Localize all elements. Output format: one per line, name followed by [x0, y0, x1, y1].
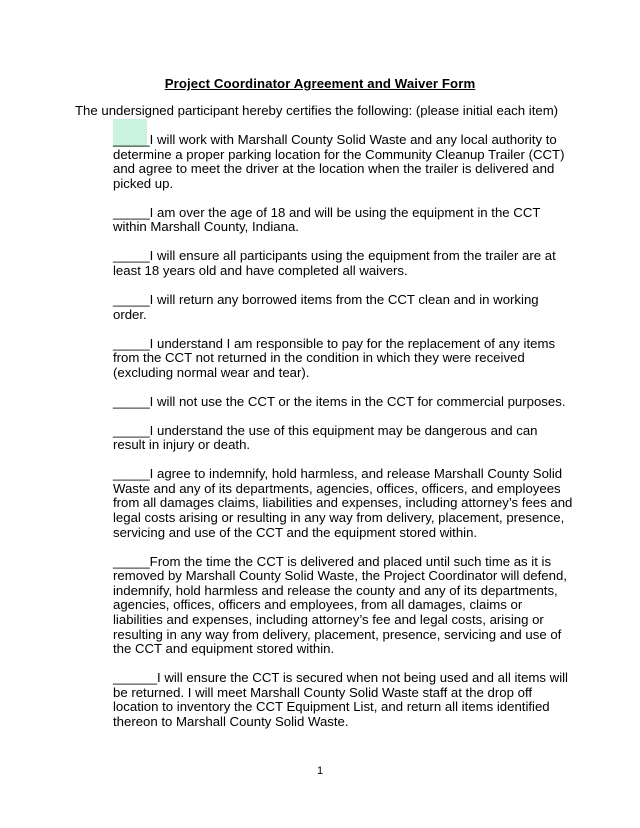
initial-blank[interactable]: _____: [113, 335, 150, 351]
initial-blank[interactable]: _____: [113, 248, 150, 264]
document-title: Project Coordinator Agreement and Waiver Form: [164, 76, 476, 91]
item-text: I will ensure the CCT is secured when not being used and all items will be returned. I will meet Marshall County Solid Waste staff at the drop off location to inventory the CCT Equipment List, and return all items identified thereon to Marshall County Solid Waste.: [113, 670, 568, 729]
item-text: I will work with Marshall County Solid Waste and any local authority to determine a proper parking location for the Community Cleanup Trailer (CCT) and agree to meet the driver at the location when the trailer is delivered and picked up.: [113, 132, 565, 191]
initial-blank[interactable]: _____: [113, 422, 150, 438]
initial-blank[interactable]: ______: [113, 670, 158, 686]
initial-item: [113, 467, 573, 540]
item-text: I will not use the CCT or the items in the CCT for commercial purposes.: [149, 393, 566, 409]
initial-item: [113, 395, 573, 410]
item-text: From the time the CCT is delivered and placed until such time as it is removed by Marshall County Solid Waste, the Project Coordinator will defend, indemnify, hold harmless and release the county and any of its departments, agencies, offices, officers and employees, from all damages, claims or liabilities and expenses, including attorney’s fee and legal costs, arising or resulting in any way from delivery, placement, presence, servicing and use of the CCT and equipment stored within.: [113, 553, 567, 657]
initial-item: [113, 671, 573, 729]
initial-blank[interactable]: _____: [113, 393, 150, 409]
initial-items-list: [113, 133, 573, 744]
initial-item: [113, 337, 573, 381]
page-number: 1: [316, 765, 324, 777]
item-text: I will return any borrowed items from the CCT clean and in working order.: [113, 291, 539, 322]
initial-item: [113, 206, 573, 235]
initial-item: [113, 555, 573, 657]
initial-blank[interactable]: _____: [113, 553, 150, 569]
initial-item: [113, 424, 573, 453]
initial-item: [113, 293, 573, 322]
initial-blank[interactable]: _____: [113, 291, 150, 307]
item-text: I will ensure all participants using the equipment from the trailer are at least 18 years old and have completed all waivers.: [113, 248, 556, 278]
intro-paragraph: The undersigned participant hereby certifies the following: (please initial each item): [75, 103, 559, 118]
item-text: I understand the use of this equipment may be dangerous and can result in injury or death.: [113, 422, 538, 453]
initial-blank[interactable]: _____: [113, 466, 150, 482]
initial-item: [113, 249, 573, 278]
initial-blank[interactable]: _____: [113, 132, 150, 147]
item-text: I agree to indemnify, hold harmless, and release Marshall County Solid Waste and any of its departments, agencies, offices, officers, and employees from all damages claims, liabilities and expenses, including attorney’s fees and legal costs arising or resulting in any way from delivery, placement, presence, servicing and use of the CCT and the equipment stored within.: [113, 466, 573, 540]
item-text: I am over the age of 18 and will be using the equipment in the CCT within Marshall County, Indiana.: [113, 204, 541, 235]
initial-blank[interactable]: _____: [113, 204, 150, 220]
item-text: I understand I am responsible to pay for the replacement of any items from the CCT not returned in the condition in which they were received (excluding normal wear and tear).: [113, 335, 556, 380]
initial-item: [113, 133, 573, 191]
